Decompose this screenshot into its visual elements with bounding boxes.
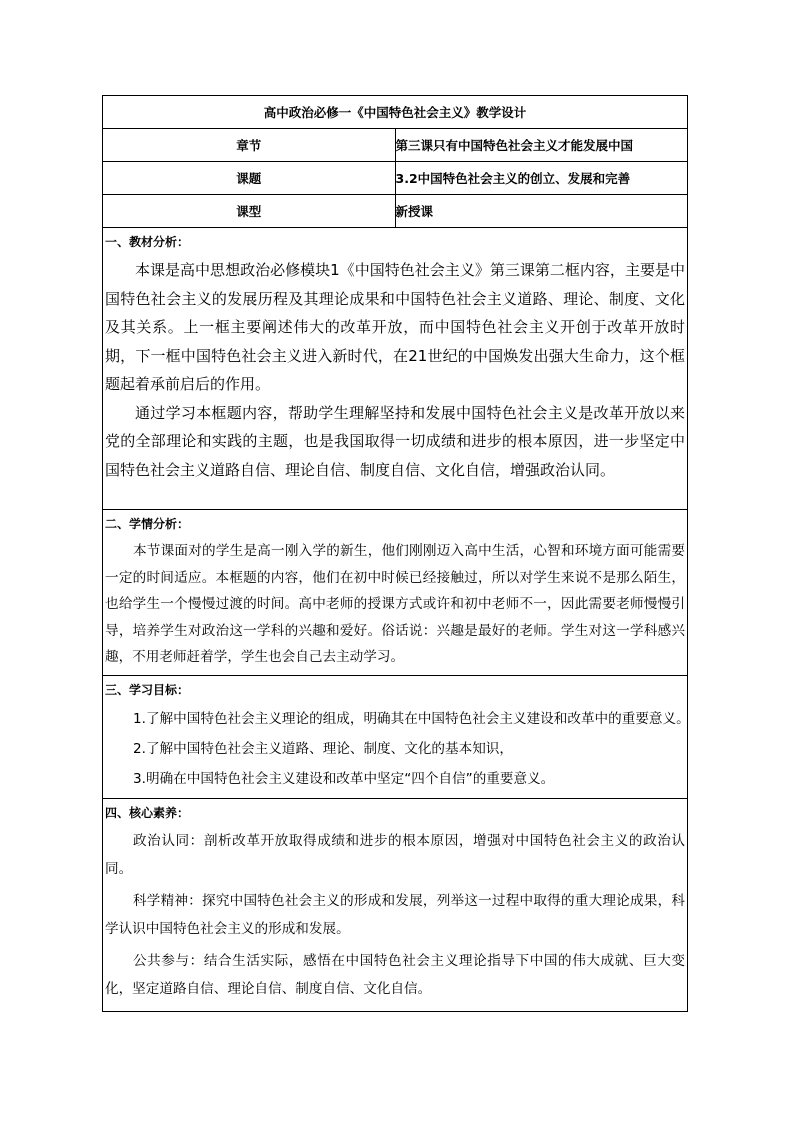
literacy-section bbox=[103, 798, 688, 1011]
lesson-plan-table bbox=[102, 95, 688, 1012]
materials-paragraph-2: 通过学习本框题内容，帮助学生理解坚持和发展中国特色社会主义是改革开放以来党的全部理论和实践的主题，也是我国取得一切成绩和进步的根本原因，进一步坚定中国特色社会主义道路自信、理论自信、制度自信、文化自信，增强政治认同。 bbox=[105, 403, 685, 479]
students-section bbox=[103, 510, 688, 676]
students-paragraph: 本节课面对的学生是高一刚入学的新生，他们刚刚迈入高中生活，心智和环境方面可能需要一定的时间适应。本框题的内容，他们在初中时候已经接触过，所以对学生来说不是那么陌生，也给学生一个慢慢过渡的时间。高中老师的授课方式或许和初中老师不一，因此需要老师慢慢引导，培养学生对政治这一学科的兴趣和爱好。俗话说：兴趣是最好的老师。学生对这一学科感兴趣，不用老师赶着学，学生也会自己去主动学习。 bbox=[105, 543, 685, 665]
info-row-type bbox=[103, 195, 688, 228]
literacy-item-science: 科学精神：探究中国特色社会主义的形成和发展，列举这一过程中取得的重大理论成果，科学认识中国特色社会主义的形成和发展。 bbox=[105, 892, 685, 937]
lesson-plan-page bbox=[102, 95, 688, 1012]
topic-value: 3.2中国特色社会主义的创立、发展和完善 bbox=[395, 171, 631, 186]
materials-heading: 一、教材分析： bbox=[105, 235, 190, 249]
goal-item-1: 1.了解中国特色社会主义理论的组成，明确其在中国特色社会主义建设和改革中的重要意义。 bbox=[133, 710, 690, 727]
type-label: 课型 bbox=[103, 195, 396, 228]
chapter-label: 章节 bbox=[103, 129, 396, 162]
materials-paragraph-1: 本课是高中思想政治必修模块1《中国特色社会主义》第三课第二框内容，主要是中国特色社会主义的发展历程及其理论成果和中国特色社会主义道路、理论、制度、文化及其关系。上一框主要阐述伟大的改革开放，而中国特色社会主义开创于改革开放时期，下一框中国特色社会主义进入新时代，在21世纪的中国焕发出强大生命力，这个框题起着承前启后的作用。 bbox=[105, 261, 685, 393]
goal-item-3: 3.明确在中国特色社会主义建设和改革中坚定“四个自信”的重要意义。 bbox=[133, 770, 555, 787]
info-row-chapter bbox=[103, 129, 688, 162]
type-value: 新授课 bbox=[395, 204, 434, 219]
topic-label: 课题 bbox=[103, 162, 396, 195]
title-row bbox=[103, 96, 688, 129]
info-row-topic bbox=[103, 162, 688, 195]
materials-section bbox=[103, 228, 688, 510]
goals-heading: 三、学习目标： bbox=[105, 682, 190, 697]
literacy-heading: 四、核心素养： bbox=[105, 805, 190, 820]
goal-item-2: 2.了解中国特色社会主义道路、理论、制度、文化的基本知识， bbox=[133, 740, 513, 757]
literacy-item-political: 政治认同：剖析改革开放取得成绩和进步的根本原因，增强对中国特色社会主义的政治认同。 bbox=[105, 832, 685, 877]
students-heading: 二、学情分析： bbox=[105, 517, 190, 531]
literacy-item-public: 公共参与：结合生活实际，感悟在中国特色社会主义理论指导下中国的伟大成就、巨大变化，坚定道路自信、理论自信、制度自信、文化自信。 bbox=[105, 952, 685, 997]
document-title: 高中政治必修一《中国特色社会主义》教学设计 bbox=[103, 96, 688, 129]
chapter-value: 第三课只有中国特色社会主义才能发展中国 bbox=[395, 138, 634, 153]
goals-section bbox=[103, 675, 688, 798]
